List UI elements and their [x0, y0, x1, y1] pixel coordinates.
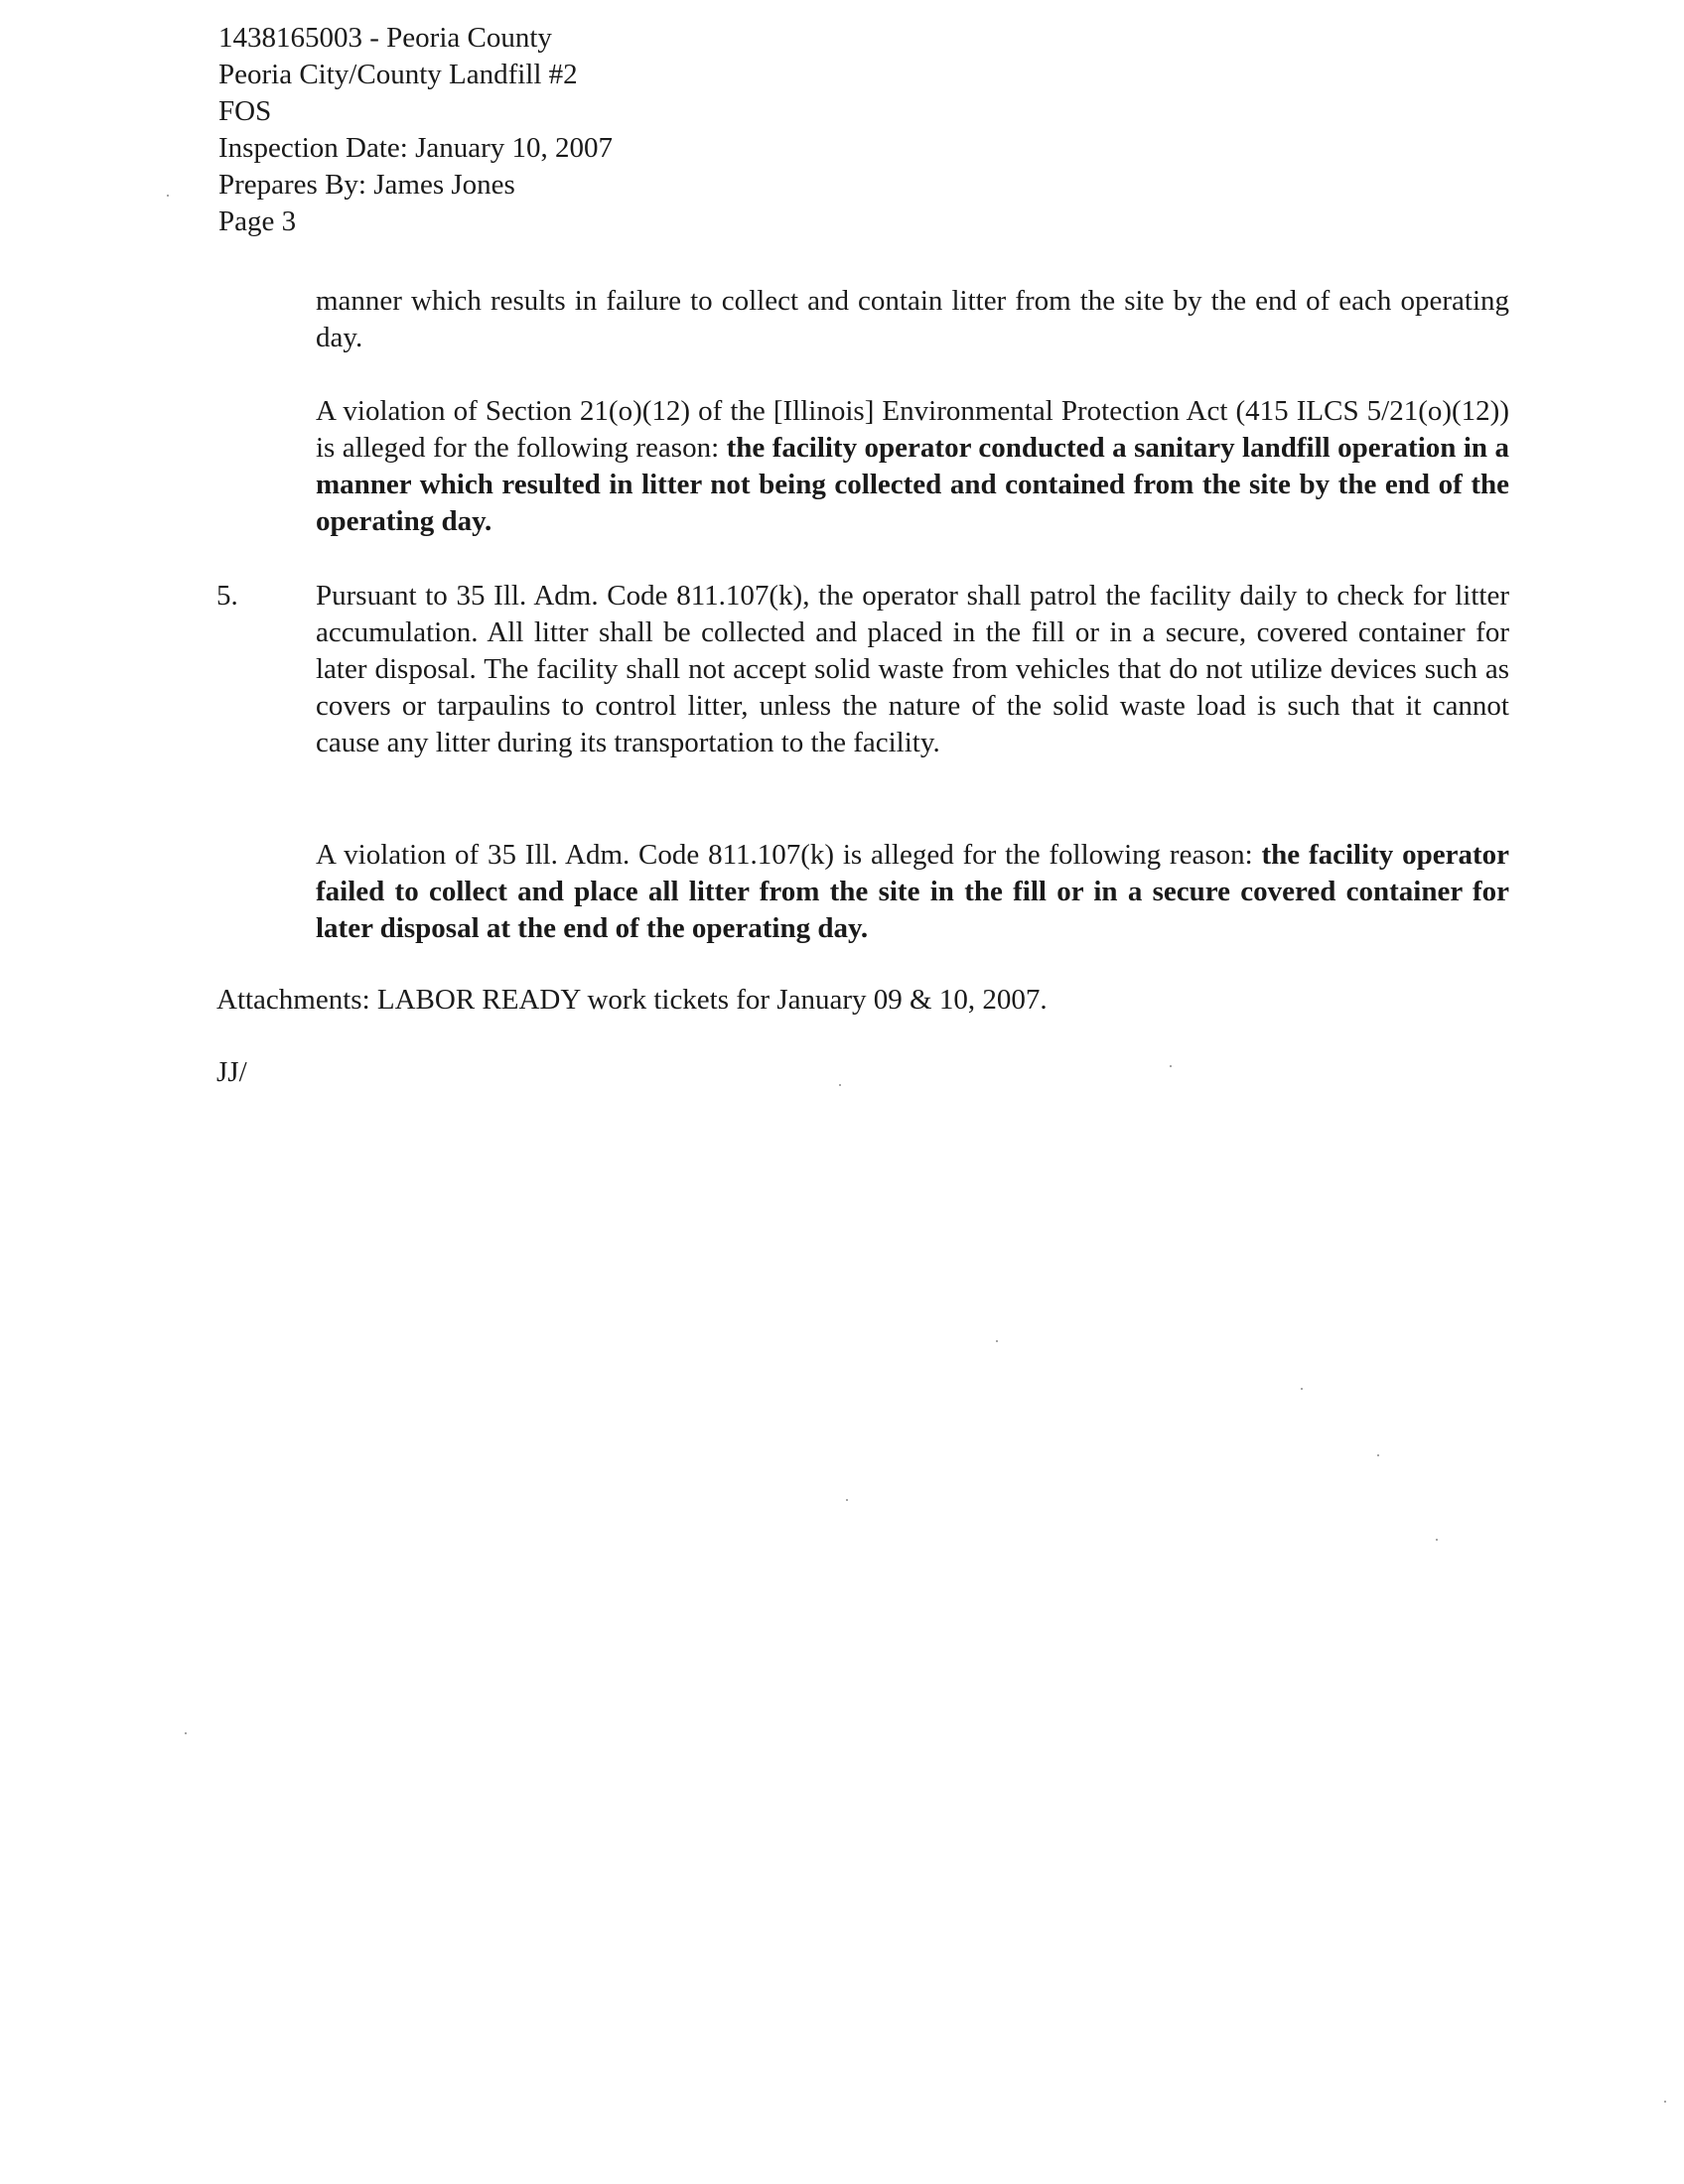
continuation-paragraph [316, 283, 1509, 356]
facility-id-line: 1438165003 - Peoria County [218, 22, 552, 54]
scan-speck [167, 195, 169, 197]
scan-speck [1301, 1388, 1303, 1390]
facility-name-line: Peoria City/County Landfill #2 [218, 59, 578, 90]
violation-paragraph-4 [316, 393, 1509, 540]
inspection-date-line: Inspection Date: January 10, 2007 [218, 132, 614, 164]
scan-speck [1377, 1454, 1379, 1456]
initials: JJ/ [216, 1056, 247, 1088]
document-header [218, 20, 613, 240]
prepared-by-line: Prepares By: James Jones [218, 169, 515, 201]
scan-speck [1436, 1539, 1438, 1541]
page-number-line: Page 3 [218, 205, 297, 237]
scan-speck [839, 1084, 841, 1086]
item-5-number: 5. [216, 580, 238, 612]
violation-5-intro: A violation of 35 Ill. Adm. Code 811.107(k) is alleged for the following reason: [316, 839, 1262, 871]
continuation-text: manner which results in failure to collect and contain litter from the site by the end of each operating day. [316, 285, 1509, 353]
violation-5-reason: the facility operator failed to collect and place all litter from the site in the fill or in a secure covered container for later disposal at the end of the operating day. [316, 839, 1509, 944]
attachments-line: Attachments: LABOR READY work tickets for January 09 & 10, 2007. [216, 984, 1048, 1016]
report-type-line: FOS [218, 95, 272, 127]
violation-paragraph-5 [316, 837, 1509, 947]
scan-speck [846, 1499, 848, 1501]
scan-speck [1664, 2101, 1666, 2103]
violation-4-intro: A violation of Section 21(o)(12) of the [Illinois] Environmental Protection Act (415 ILCS 5/21(o)(12)) is alleged for the following reason: [316, 395, 1509, 464]
item-5-paragraph [316, 578, 1509, 761]
scan-speck [1170, 1065, 1172, 1067]
item-5-text: Pursuant to 35 Ill. Adm. Code 811.107(k), the operator shall patrol the facility daily to check for litter accumulation. All litter shall be collected and placed in the fill or in a secure, covered container for later disposal. The facility shall not accept solid waste from vehicles that do not utilize devices such as covers or tarpaulins to control litter, unless the nature of the solid waste load is such that it cannot cause any litter during its transportation to the facility. [316, 580, 1509, 758]
scan-speck [996, 1340, 998, 1342]
scan-speck [185, 1732, 187, 1734]
violation-4-reason: the facility operator conducted a sanitary landfill operation in a manner which resulted in litter not being collected and contained from the site by the end of the operating day. [316, 432, 1509, 537]
